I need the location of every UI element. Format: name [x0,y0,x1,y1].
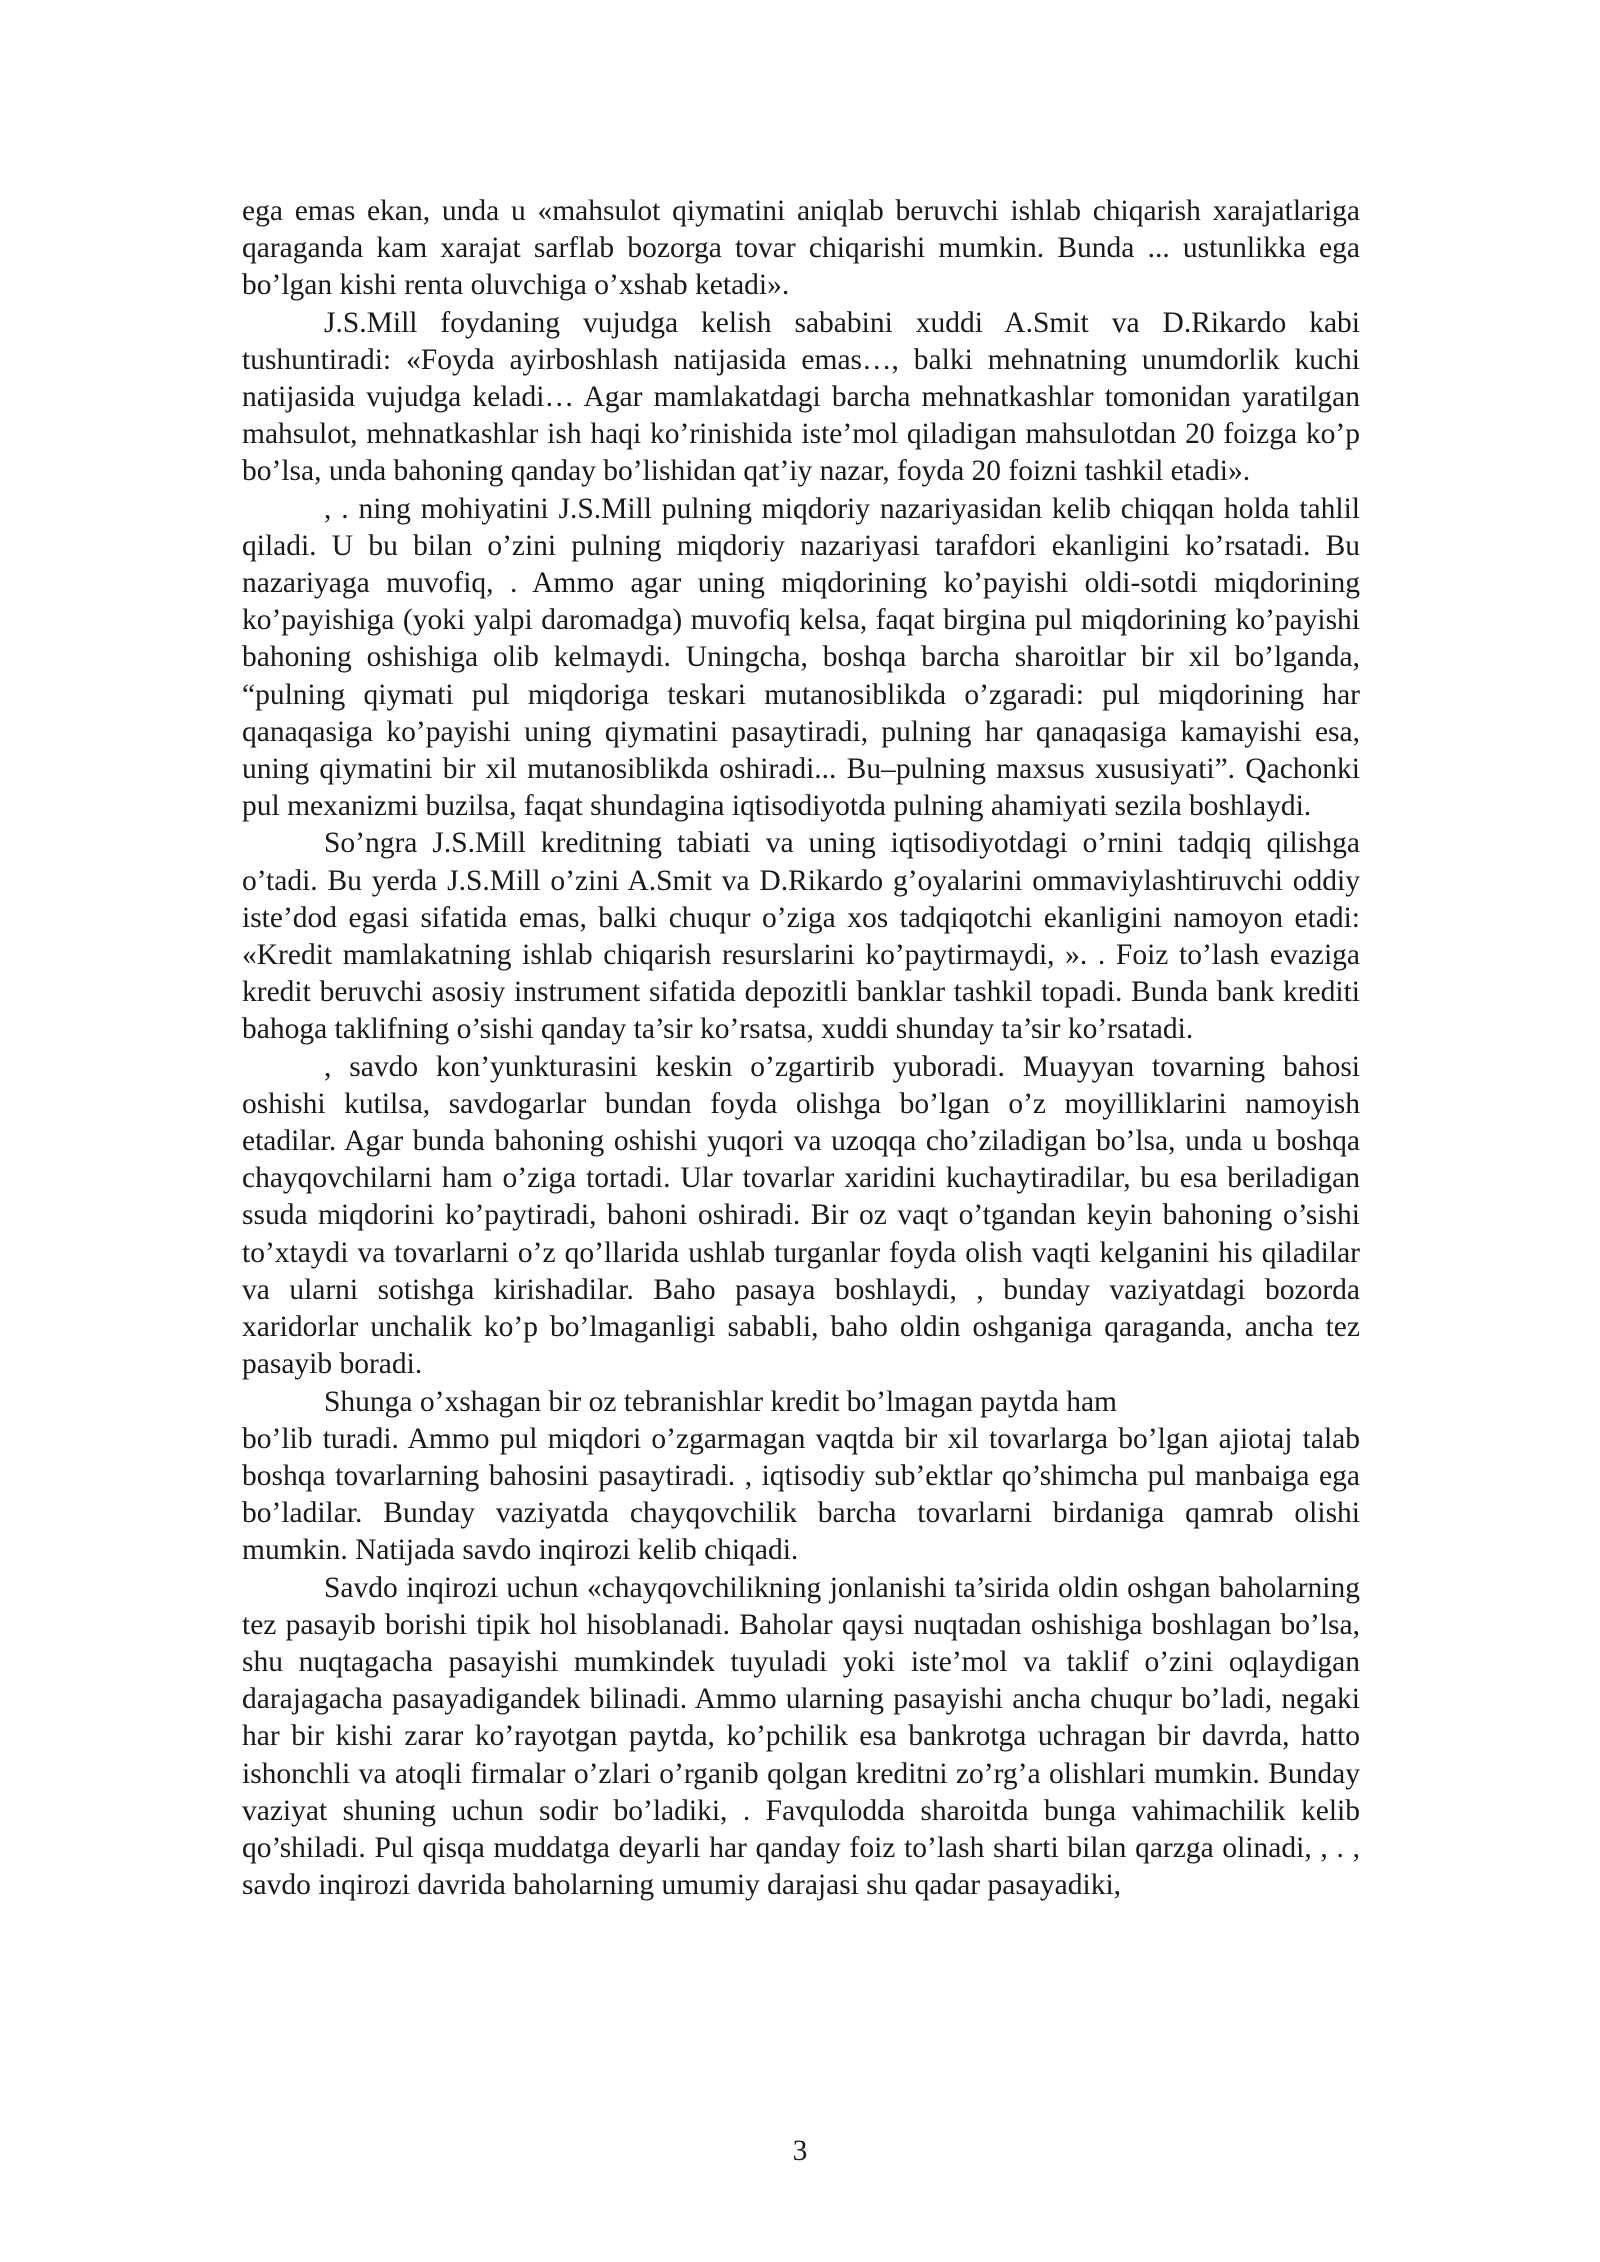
paragraph: , . ning mohiyatini J.S.Mill pulning miqdoriy nazariyasidan kelib chiqqan holda tahlil qiladi. U bu bilan o’zini pulning miqdoriy nazariyasi tarafdori ekanligini ko’rsatadi. Bu nazariyaga muvofiq, . Ammo agar uning miqdorining ko’payishi oldi-sotdi miqdorining ko’payishiga (yoki yalpi daromadga) muvofiq kelsa, faqat birgina pul miqdorining ko’payishi bahoning oshishiga olib kelmaydi. Uningcha, boshqa barcha sharoitlar bir xil bo’lganda, “pulning qiymati pul miqdoriga teskari mutanosiblikda o’zgaradi: pul miqdorining har qanaqasiga ko’payishi uning qiymatini pasaytiradi, pulning har qanaqasiga kamayishi esa, uning qiymatini bir xil mutanosiblikda oshiradi... Bu–pulning maxsus xususiyati”. Qachonki pul mexanizmi buzilsa, faqat shundagina iqtisodiyotda pulning ahamiyati sezila boshlaydi. [242,492,1360,823]
paragraph: bo’lib turadi. Ammo pul miqdori o’zgarmagan vaqtda bir xil tovarlarga bo’lgan ajiotaj talab boshqa tovarlarning bahosini pasaytiradi. , iqtisodiy sub’ektlar qo’shimcha pul manbaiga ega bo’ladilar. Bunday vaziyatda chayqovchilik barcha tovarlarni birdaniga qamrab olishi mumkin. Natijada savdo inqirozi kelib chiqadi. [242,1422,1360,1567]
paragraph: Savdo inqirozi uchun «chayqovchilikning jonlanishi ta’sirida oldin oshgan baholarning tez pasayib borishi tipik hol hisoblanadi. Baholar qaysi nuqtadan oshishiga boshlagan bo’lsa, shu nuqtagacha pasayishi mumkindek tuyuladi yoki iste’mol va taklif o’zini oqlaydigan darajagacha pasayadigandek bilinadi. Ammo ularning pasayishi ancha chuqur bo’ladi, negaki har bir kishi zarar ko’rayotgan paytda, ko’pchilik esa bankrotga uchragan bir davrda, hatto ishonchli va atoqli firmalar o’zlari o’rganib qolgan kreditni zo’rg’a olishlari mumkin. Bunday vaziyat shuning uchun sodir bo’ladiki, . Favqulodda sharoitda bunga vahimachilik kelib qo’shiladi. Pul qisqa muddatga deyarli har qanday foiz to’lash sharti bilan qarzga olinadi, , . , savdo inqirozi davrida baholarning umumiy darajasi shu qadar pasayadiki, [242,1571,1360,1902]
page-number: 3 [792,2135,808,2167]
paragraph: , savdo kon’yunkturasini keskin o’zgartirib yuboradi. Muayyan tovarning bahosi oshishi kutilsa, savdogarlar bundan foyda olishga bo’lgan o’z moyilliklarini namoyish etadilar. Agar bunda bahoning oshishi yuqori va uzoqqa cho’ziladigan bo’lsa, unda u boshqa chayqovchilarni ham o’ziga tortadi. Ular tovarlar xaridini kuchaytiradilar, bu esa beriladigan ssuda miqdorini ko’paytiradi, bahoni oshiradi. Bir oz vaqt o’tgandan keyin bahoning o’sishi to’xtaydi va tovarlarni o’z qo’llarida ushlab turganlar foyda olish vaqti kelganini his qiladilar va ularni sotishga kirishadilar. Baho pasaya boshlaydi, , bunday vaziyatdagi bozorda xaridorlar unchalik ko’p bo’lmaganligi sababli, baho oldin oshganiga qaraganda, ancha tez pasayib boradi. [242,1050,1360,1381]
paragraph: So’ngra J.S.Mill kreditning tabiati va uning iqtisodiyotdagi o’rnini tadqiq qilishga o’tadi. Bu yerda J.S.Mill o’zini A.Smit va D.Rikardo g’oyalarini ommaviylashtiruvchi oddiy iste’dod egasi sifatida emas, balki chuqur o’ziga xos tadqiqotchi ekanligini namoyon etadi: «Kredit mamlakatning ishlab chiqarish resurslarini ko’paytirmaydi, ». . Foiz to’lash evaziga kredit beruvchi asosiy instrument sifatida depozitli banklar tashkil topadi. Bunda bank krediti bahoga taklifning o’sishi qanday ta’sir ko’rsatsa, xuddi shunday ta’sir ko’rsatadi. [242,827,1360,1046]
paragraph: ega emas ekan, unda u «mahsulot qiymatini aniqlab beruvchi ishlab chiqarish xarajatlariga qaraganda kam xarajat sarflab bozorga tovar chiqarishi mumkin. Bunda ... ustunlikka ega bo’lgan kishi renta oluvchiga o’xshab ketadi». [242,195,1360,302]
paragraph: Shunga o’xshagan bir oz tebranishlar kredit bo’lmagan paytda ham [324,1385,1117,1418]
body-text [242,193,1360,1904]
paragraph: J.S.Mill foydaning vujudga kelish sababini xuddi A.Smit va D.Rikardo kabi tushuntiradi: «Foyda ayirboshlash natijasida emas…, balki mehnatning unumdorlik kuchi natijasida vujudga keladi… Agar mamlakatdagi barcha mehnatkashlar tomonidan yaratilgan mahsulot, mehnatkashlar ish haqi ko’rinishida iste’mol qiladigan mahsulotdan 20 foizga ko’p bo’lsa, unda bahoning qanday bo’lishidan qat’iy nazar, foyda 20 foizni tashkil etadi». [242,306,1360,488]
